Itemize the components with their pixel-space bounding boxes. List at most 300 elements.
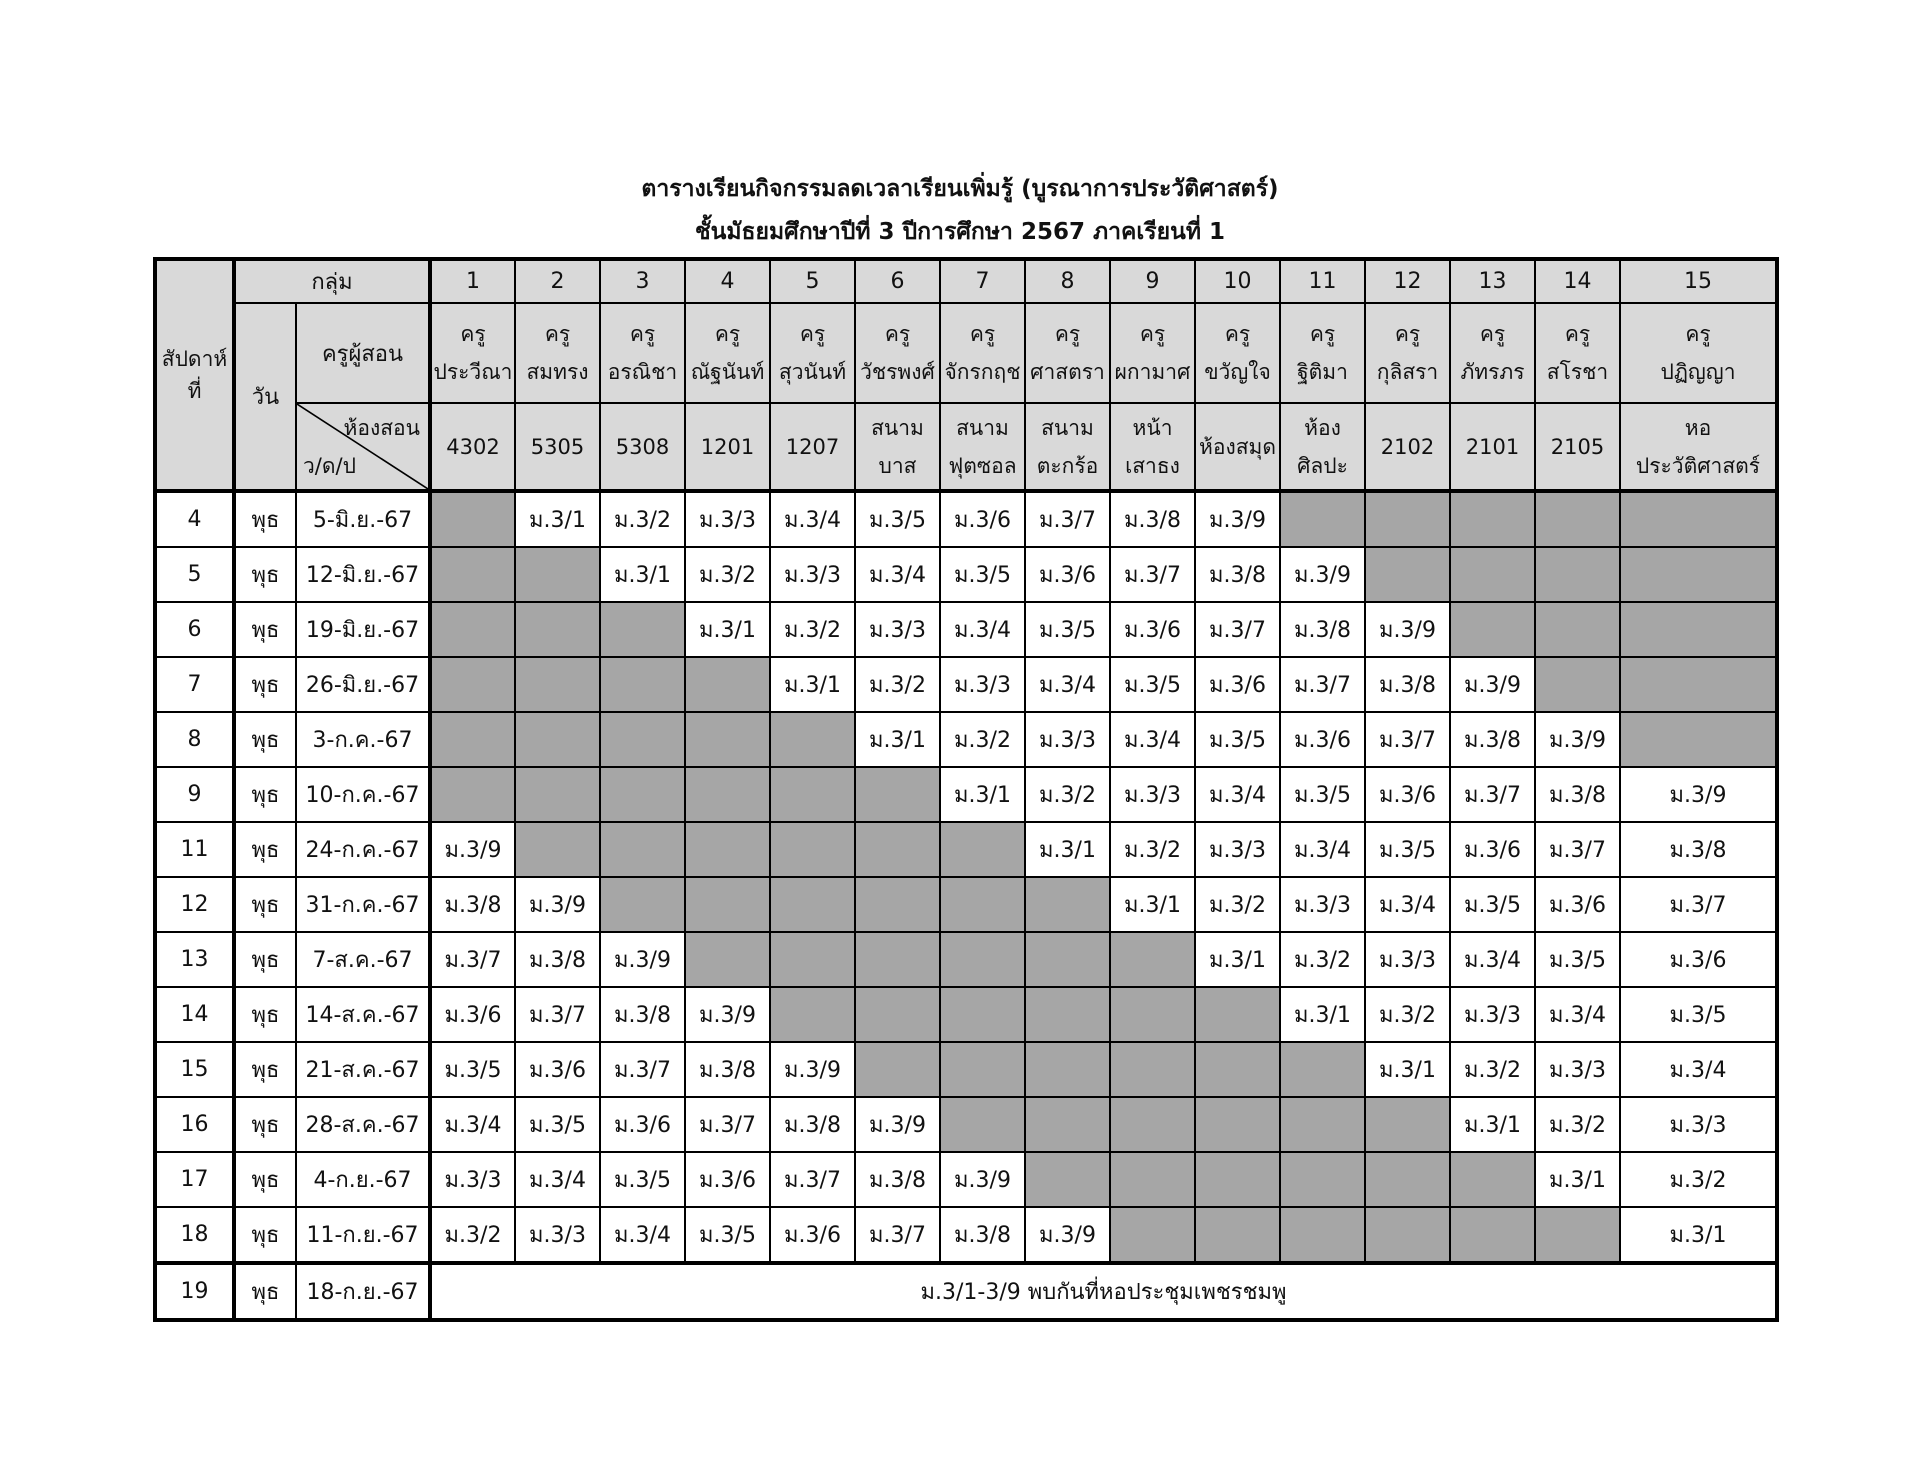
table-row [155, 1207, 1777, 1263]
blocked-cell [600, 602, 685, 657]
room-line-1: 4302 [446, 434, 500, 459]
day-cell: พุธ [234, 877, 296, 932]
class-cell: ม.3/1 [770, 657, 855, 712]
blocked-cell [1535, 491, 1620, 547]
class-cell: ม.3/8 [1365, 657, 1450, 712]
blocked-cell [1195, 1097, 1280, 1152]
blocked-cell [1620, 491, 1777, 547]
teacher-name [1450, 303, 1535, 403]
blocked-cell [515, 602, 600, 657]
room-name [770, 403, 855, 491]
group-number: 8 [1025, 259, 1110, 303]
room-line-2: ประวัติศาสตร์ [1635, 453, 1761, 478]
teacher-prefix: ครู [1309, 322, 1336, 346]
week-number: 18 [155, 1207, 234, 1263]
class-cell: ม.3/6 [1280, 712, 1365, 767]
date-header: ว/ด/ป [303, 454, 356, 478]
teacher-prefix: ครู [1685, 322, 1711, 346]
date-cell: 21-ส.ค.-67 [296, 1042, 430, 1097]
teacher-firstname: ขวัญใจ [1204, 360, 1271, 384]
blocked-cell [770, 767, 855, 822]
room-name [1620, 403, 1777, 491]
class-cell: ม.3/5 [1620, 987, 1777, 1042]
day-cell: พุธ [234, 932, 296, 987]
teacher-header: ครูผู้สอน [296, 303, 430, 403]
blocked-cell [1450, 547, 1535, 602]
class-cell: ม.3/7 [430, 932, 515, 987]
blocked-cell [600, 767, 685, 822]
class-cell: ม.3/7 [1280, 657, 1365, 712]
day-cell: พุธ [234, 767, 296, 822]
teacher-firstname: สมทรง [526, 360, 589, 384]
blocked-cell [430, 491, 515, 547]
blocked-cell [1535, 657, 1620, 712]
date-cell: 5-มิ.ย.-67 [296, 491, 430, 547]
teacher-name [1025, 303, 1110, 403]
group-number: 11 [1280, 259, 1365, 303]
teacher-prefix: ครู [714, 322, 741, 346]
group-header: กลุ่ม [234, 259, 430, 303]
room-line-1: 5308 [615, 434, 670, 459]
class-cell: ม.3/9 [685, 987, 770, 1042]
class-cell: ม.3/3 [1365, 932, 1450, 987]
room-line-1: สนาม [1041, 415, 1094, 440]
teacher-firstname: จักรกฤช [944, 360, 1021, 384]
class-cell: ม.3/1 [515, 491, 600, 547]
week-number: 11 [155, 822, 234, 877]
group-number: 7 [940, 259, 1025, 303]
blocked-cell [1110, 987, 1195, 1042]
class-cell: ม.3/6 [515, 1042, 600, 1097]
blocked-cell [1280, 1042, 1365, 1097]
blocked-cell [940, 1042, 1025, 1097]
teacher-firstname: ฐิติมา [1297, 360, 1348, 384]
class-cell: ม.3/6 [600, 1097, 685, 1152]
class-cell: ม.3/5 [515, 1097, 600, 1152]
room-line-1: 2102 [1380, 434, 1435, 459]
class-cell: ม.3/9 [1195, 491, 1280, 547]
class-cell: ม.3/7 [1620, 877, 1777, 932]
table-row [155, 767, 1777, 822]
class-cell: ม.3/5 [430, 1042, 515, 1097]
week-number: 19 [155, 1263, 234, 1320]
blocked-cell [685, 932, 770, 987]
class-cell: ม.3/6 [940, 491, 1025, 547]
teacher-name [1535, 303, 1620, 403]
day-cell: พุธ [234, 1263, 296, 1320]
teacher-name [515, 303, 600, 403]
class-cell: ม.3/2 [1450, 1042, 1535, 1097]
blocked-cell [1025, 1097, 1110, 1152]
blocked-cell [515, 767, 600, 822]
blocked-cell [1110, 1097, 1195, 1152]
class-cell: ม.3/2 [855, 657, 940, 712]
teacher-firstname: ปฏิญญา [1660, 360, 1736, 384]
blocked-cell [770, 712, 855, 767]
date-cell: 19-มิ.ย.-67 [296, 602, 430, 657]
blocked-cell [600, 822, 685, 877]
blocked-cell [855, 877, 940, 932]
blocked-cell [1195, 1042, 1280, 1097]
class-cell: ม.3/9 [1620, 767, 1777, 822]
table-row [155, 932, 1777, 987]
blocked-cell [1365, 491, 1450, 547]
class-cell: ม.3/5 [1280, 767, 1365, 822]
class-cell: ม.3/8 [1195, 547, 1280, 602]
blocked-cell [1365, 1207, 1450, 1263]
room-name [1195, 403, 1280, 491]
date-cell: 7-ส.ค.-67 [296, 932, 430, 987]
class-cell: ม.3/7 [855, 1207, 940, 1263]
class-cell: ม.3/1 [1280, 987, 1365, 1042]
date-cell: 24-ก.ค.-67 [296, 822, 430, 877]
class-cell: ม.3/7 [1535, 822, 1620, 877]
class-cell: ม.3/1 [1620, 1207, 1777, 1263]
blocked-cell [940, 932, 1025, 987]
group-number: 5 [770, 259, 855, 303]
room-line-1: สนาม [871, 415, 924, 440]
date-cell: 12-มิ.ย.-67 [296, 547, 430, 602]
date-cell: 3-ก.ค.-67 [296, 712, 430, 767]
class-cell: ม.3/5 [940, 547, 1025, 602]
class-cell: ม.3/9 [430, 822, 515, 877]
table-row [155, 491, 1777, 547]
group-number: 10 [1195, 259, 1280, 303]
day-cell: พุธ [234, 1152, 296, 1207]
room-name [600, 403, 685, 491]
class-cell: ม.3/6 [685, 1152, 770, 1207]
blocked-cell [1620, 547, 1777, 602]
date-cell: 31-ก.ค.-67 [296, 877, 430, 932]
class-cell: ม.3/7 [1450, 767, 1535, 822]
teacher-name [940, 303, 1025, 403]
blocked-cell [1365, 1097, 1450, 1152]
week-number: 4 [155, 491, 234, 547]
class-cell: ม.3/7 [770, 1152, 855, 1207]
class-cell: ม.3/7 [1365, 712, 1450, 767]
teacher-firstname: อรณิชา [607, 360, 678, 384]
teacher-firstname: ผกามาศ [1114, 360, 1191, 384]
table-row-final [155, 1263, 1777, 1320]
title-line-1: ตารางเรียนกิจกรรมลดเวลาเรียนเพิ่มรู้ (บูรณาการประวัติศาสตร์) [641, 176, 1279, 202]
day-cell: พุธ [234, 1097, 296, 1152]
class-cell: ม.3/1 [1535, 1152, 1620, 1207]
date-cell: 11-ก.ย.-67 [296, 1207, 430, 1263]
week-number: 6 [155, 602, 234, 657]
day-cell: พุธ [234, 491, 296, 547]
room-line-1: 1207 [785, 434, 840, 459]
class-cell: ม.3/8 [430, 877, 515, 932]
class-cell: ม.3/7 [1025, 491, 1110, 547]
blocked-cell [685, 767, 770, 822]
group-number: 3 [600, 259, 685, 303]
class-cell: ม.3/8 [600, 987, 685, 1042]
teacher-prefix: ครู [1139, 322, 1166, 346]
class-cell: ม.3/4 [1110, 712, 1195, 767]
class-cell: ม.3/2 [1025, 767, 1110, 822]
group-number: 13 [1450, 259, 1535, 303]
class-cell: ม.3/8 [1450, 712, 1535, 767]
blocked-cell [600, 877, 685, 932]
table-row [155, 602, 1777, 657]
day-cell: พุธ [234, 602, 296, 657]
class-cell: ม.3/7 [1110, 547, 1195, 602]
room-line-1: 5305 [530, 434, 585, 459]
blocked-cell [855, 767, 940, 822]
date-cell: 26-มิ.ย.-67 [296, 657, 430, 712]
class-cell: ม.3/3 [1620, 1097, 1777, 1152]
teacher-prefix: ครู [799, 322, 826, 346]
blocked-cell [1025, 932, 1110, 987]
teacher-name [770, 303, 855, 403]
room-name [685, 403, 770, 491]
blocked-cell [770, 822, 855, 877]
class-cell: ม.3/8 [685, 1042, 770, 1097]
blocked-cell [1110, 1042, 1195, 1097]
group-number: 1 [430, 259, 515, 303]
group-number: 4 [685, 259, 770, 303]
class-cell: ม.3/5 [1450, 877, 1535, 932]
day-cell: พุธ [234, 657, 296, 712]
blocked-cell [515, 547, 600, 602]
class-cell: ม.3/2 [1365, 987, 1450, 1042]
teacher-name [685, 303, 770, 403]
blocked-cell [1280, 491, 1365, 547]
class-cell: ม.3/1 [685, 602, 770, 657]
blocked-cell [1110, 1207, 1195, 1263]
class-cell: ม.3/5 [1535, 932, 1620, 987]
blocked-cell [430, 547, 515, 602]
room-name [430, 403, 515, 491]
teacher-prefix: ครู [629, 322, 656, 346]
class-cell: ม.3/7 [685, 1097, 770, 1152]
week-number: 16 [155, 1097, 234, 1152]
teacher-name [1280, 303, 1365, 403]
class-cell: ม.3/4 [1195, 767, 1280, 822]
class-cell: ม.3/3 [1110, 767, 1195, 822]
blocked-cell [430, 602, 515, 657]
room-line-1: สนาม [956, 415, 1009, 440]
class-cell: ม.3/6 [1620, 932, 1777, 987]
class-cell: ม.3/1 [1195, 932, 1280, 987]
date-cell: 28-ส.ค.-67 [296, 1097, 430, 1152]
teacher-prefix: ครู [1564, 322, 1591, 346]
group-number: 6 [855, 259, 940, 303]
class-cell: ม.3/3 [940, 657, 1025, 712]
class-cell: ม.3/4 [600, 1207, 685, 1263]
class-cell: ม.3/4 [1535, 987, 1620, 1042]
class-cell: ม.3/3 [1450, 987, 1535, 1042]
blocked-cell [600, 657, 685, 712]
teacher-prefix: ครู [1479, 322, 1506, 346]
date-cell: 18-ก.ย.-67 [296, 1263, 430, 1320]
room-name [1280, 403, 1365, 491]
teacher-firstname: ประวีณา [433, 360, 513, 384]
room-name [515, 403, 600, 491]
blocked-cell [1450, 602, 1535, 657]
class-cell: ม.3/6 [1025, 547, 1110, 602]
blocked-cell [430, 712, 515, 767]
class-cell: ม.3/1 [940, 767, 1025, 822]
class-cell: ม.3/4 [1025, 657, 1110, 712]
room-date-header [296, 403, 430, 491]
teacher-firstname: ศาสตรา [1030, 360, 1105, 384]
teacher-firstname: สโรชา [1546, 360, 1609, 384]
table-row [155, 547, 1777, 602]
class-cell: ม.3/8 [1620, 822, 1777, 877]
class-cell: ม.3/1 [1025, 822, 1110, 877]
blocked-cell [940, 1097, 1025, 1152]
blocked-cell [1535, 547, 1620, 602]
room-line-2: เสาธง [1125, 453, 1180, 478]
class-cell: ม.3/2 [1620, 1152, 1777, 1207]
class-cell: ม.3/5 [1110, 657, 1195, 712]
class-cell: ม.3/1 [600, 547, 685, 602]
class-cell: ม.3/6 [1110, 602, 1195, 657]
room-line-2: ฟุตซอล [948, 453, 1017, 478]
blocked-cell [855, 987, 940, 1042]
week-number: 8 [155, 712, 234, 767]
class-cell: ม.3/8 [1535, 767, 1620, 822]
group-number: 14 [1535, 259, 1620, 303]
blocked-cell [685, 712, 770, 767]
class-cell: ม.3/9 [515, 877, 600, 932]
day-header: วัน [234, 303, 296, 491]
class-cell: ม.3/6 [1365, 767, 1450, 822]
teacher-prefix: ครู [1054, 322, 1081, 346]
class-cell: ม.3/6 [430, 987, 515, 1042]
blocked-cell [515, 657, 600, 712]
class-cell: ม.3/3 [515, 1207, 600, 1263]
blocked-cell [430, 767, 515, 822]
teacher-firstname: ณัฐนันท์ [690, 360, 765, 384]
class-cell: ม.3/8 [1110, 491, 1195, 547]
table-row [155, 1042, 1777, 1097]
room-name [1365, 403, 1450, 491]
class-cell: ม.3/5 [1025, 602, 1110, 657]
week-header-line-2: ที่ [187, 379, 202, 403]
blocked-cell [855, 932, 940, 987]
class-cell: ม.3/4 [1620, 1042, 1777, 1097]
teacher-firstname: วัชรพงศ์ [860, 360, 935, 384]
blocked-cell [1025, 1152, 1110, 1207]
class-cell: ม.3/2 [430, 1207, 515, 1263]
class-cell: ม.3/8 [515, 932, 600, 987]
class-cell: ม.3/5 [685, 1207, 770, 1263]
date-cell: 10-ก.ค.-67 [296, 767, 430, 822]
class-cell: ม.3/8 [1280, 602, 1365, 657]
class-cell: ม.3/6 [770, 1207, 855, 1263]
class-cell: ม.3/8 [770, 1097, 855, 1152]
room-name [1535, 403, 1620, 491]
blocked-cell [1195, 1207, 1280, 1263]
class-cell: ม.3/4 [1450, 932, 1535, 987]
table-row [155, 1097, 1777, 1152]
week-number: 5 [155, 547, 234, 602]
class-cell: ม.3/3 [1280, 877, 1365, 932]
table-row [155, 1152, 1777, 1207]
schedule-table [153, 257, 1779, 1322]
room-header: ห้องสอน [343, 416, 420, 440]
day-cell: พุธ [234, 547, 296, 602]
class-cell: ม.3/4 [770, 491, 855, 547]
teacher-prefix: ครู [460, 322, 486, 346]
room-line-2: บาส [878, 453, 917, 478]
teacher-name [600, 303, 685, 403]
blocked-cell [940, 987, 1025, 1042]
class-cell: ม.3/6 [1535, 877, 1620, 932]
room-name [1450, 403, 1535, 491]
blocked-cell [1195, 987, 1280, 1042]
week-number: 13 [155, 932, 234, 987]
blocked-cell [430, 657, 515, 712]
week-number: 14 [155, 987, 234, 1042]
assembly-note: ม.3/1-3/9 พบกันที่หอประชุมเพชรชมพู [430, 1263, 1777, 1320]
room-line-1: 2105 [1550, 434, 1605, 459]
class-cell: ม.3/3 [1025, 712, 1110, 767]
class-cell: ม.3/6 [1195, 657, 1280, 712]
teacher-prefix: ครู [969, 322, 996, 346]
blocked-cell [855, 822, 940, 877]
blocked-cell [940, 822, 1025, 877]
class-cell: ม.3/9 [770, 1042, 855, 1097]
room-line-1: ห้องสมุด [1198, 434, 1276, 459]
blocked-cell [1620, 657, 1777, 712]
teacher-name [1365, 303, 1450, 403]
class-cell: ม.3/2 [1280, 932, 1365, 987]
room-line-2: ศิลปะ [1297, 453, 1348, 478]
class-cell: ม.3/4 [855, 547, 940, 602]
week-number: 15 [155, 1042, 234, 1097]
class-cell: ม.3/9 [1280, 547, 1365, 602]
blocked-cell [1280, 1207, 1365, 1263]
class-cell: ม.3/9 [600, 932, 685, 987]
teacher-name [1110, 303, 1195, 403]
blocked-cell [770, 932, 855, 987]
class-cell: ม.3/9 [1535, 712, 1620, 767]
teacher-name [855, 303, 940, 403]
blocked-cell [1025, 1042, 1110, 1097]
day-cell: พุธ [234, 987, 296, 1042]
class-cell: ม.3/2 [1195, 877, 1280, 932]
blocked-cell [1110, 932, 1195, 987]
blocked-cell [1620, 602, 1777, 657]
blocked-cell [685, 822, 770, 877]
week-number: 17 [155, 1152, 234, 1207]
class-cell: ม.3/4 [1280, 822, 1365, 877]
week-number: 9 [155, 767, 234, 822]
class-cell: ม.3/5 [1195, 712, 1280, 767]
teacher-firstname: ภัทรภร [1460, 360, 1525, 384]
class-cell: ม.3/2 [1535, 1097, 1620, 1152]
teacher-prefix: ครู [544, 322, 571, 346]
teacher-prefix: ครู [1394, 322, 1421, 346]
day-cell: พุธ [234, 1207, 296, 1263]
class-cell: ม.3/5 [1365, 822, 1450, 877]
teacher-firstname: สุวนันท์ [778, 360, 847, 384]
table-row [155, 657, 1777, 712]
room-line-1: หน้า [1132, 415, 1173, 440]
class-cell: ม.3/3 [770, 547, 855, 602]
week-number: 7 [155, 657, 234, 712]
blocked-cell [1535, 602, 1620, 657]
blocked-cell [1365, 1152, 1450, 1207]
class-cell: ม.3/2 [940, 712, 1025, 767]
teacher-prefix: ครู [1224, 322, 1251, 346]
blocked-cell [515, 712, 600, 767]
day-cell: พุธ [234, 822, 296, 877]
room-line-2: ตะกร้อ [1036, 453, 1099, 478]
